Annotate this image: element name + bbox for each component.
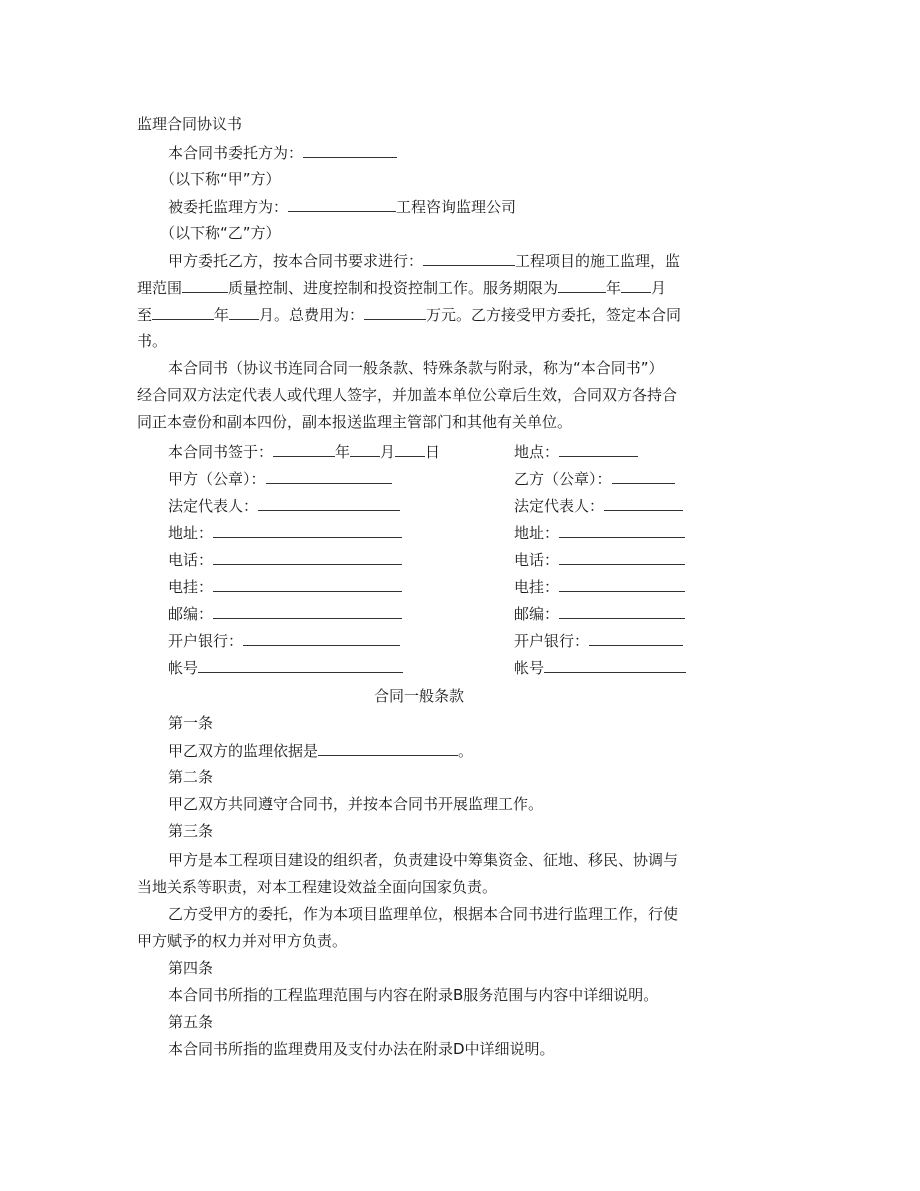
article-3-p1-line2: 当地关系等职责，对本工程建设效益全面向国家负责。: [137, 878, 498, 896]
party-b-seal-line: [514, 468, 675, 488]
party-b-telex-line: [514, 576, 685, 596]
party-a-seal-line: [168, 468, 392, 488]
party-a-postcode-label: 邮编：: [168, 605, 214, 623]
article-4-text: 本合同书所指的工程监理范围与内容在附录B服务范围与内容中详细说明。: [168, 986, 659, 1004]
client-note: （以下称“甲”方）: [160, 170, 281, 188]
party-a-address-label: 地址：: [168, 524, 214, 542]
party-a-telex-blank: [213, 576, 402, 592]
p1-text: 工程项目的施工监理，监: [515, 252, 681, 270]
p1-text: 质量控制、进度控制和投资控制工作。服务期限为: [228, 279, 559, 297]
contractor-suffix: 工程咨询监理公司: [396, 198, 517, 216]
article-1-text-b: 。: [458, 742, 474, 760]
party-a-address-blank: [213, 522, 402, 538]
party-b-telex-blank: [559, 576, 685, 592]
end-year-blank: [152, 304, 214, 320]
party-b-rep-line: [514, 495, 683, 515]
fee-blank: [364, 304, 426, 320]
article-3-p2-line1: 乙方受甲方的委托，作为本项目监理单位，根据本合同书进行监理工作，行使: [168, 905, 679, 923]
party-a-seal-blank: [266, 468, 392, 484]
scope-blank: [182, 277, 228, 293]
party-b-phone-blank: [559, 549, 685, 565]
party-a-account-blank: [198, 657, 403, 673]
start-year-blank: [558, 277, 606, 293]
p1-line1: [168, 250, 680, 270]
section-title: 合同一般条款: [373, 687, 464, 705]
article-2-heading: 第二条: [168, 768, 214, 786]
p2-line1: 本合同书（协议书连同合同一般条款、特殊条款与附录，称为“本合同书”）: [168, 359, 664, 377]
project-blank: [423, 250, 515, 266]
article-1-blank: [318, 740, 458, 756]
place-blank: [559, 441, 638, 457]
party-a-telex-line: [168, 576, 402, 596]
article-1-text-a: 甲乙双方的监理依据是: [168, 742, 319, 760]
article-2-text: 甲乙双方共同遵守合同书，并按本合同书开展监理工作。: [168, 795, 544, 813]
end-month-blank: [229, 304, 259, 320]
article-3-p1-line1: 甲方是本工程项目建设的组织者，负责建设中筹集资金、征地、移民、协调与: [168, 851, 679, 869]
party-b-phone-line: [514, 549, 685, 569]
place-label: 地点：: [514, 443, 560, 461]
p1-line2: [137, 277, 666, 297]
party-a-rep-label: 法定代表人：: [168, 497, 259, 515]
party-b-postcode-line: [514, 603, 685, 623]
place-line: [514, 441, 638, 461]
party-b-seal-label: 乙方（公章）：: [514, 470, 612, 488]
party-a-seal-label: 甲方（公章）：: [168, 470, 266, 488]
p2-line3: 同正本壹份和副本四份，副本报送监理主管部门和其他有关单位。: [137, 413, 573, 431]
party-a-postcode-line: [168, 603, 402, 623]
party-a-postcode-blank: [213, 603, 402, 619]
sign-day-blank: [395, 441, 425, 457]
article-5-text: 本合同书所指的监理费用及支付办法在附录D中详细说明。: [168, 1040, 555, 1058]
party-b-address-label: 地址：: [514, 524, 560, 542]
sign-date-line: [168, 441, 440, 461]
sign-month: 月: [380, 443, 396, 461]
client-line: [168, 142, 397, 162]
contractor-note: （以下称“乙”方）: [160, 224, 281, 242]
article-5-heading: 第五条: [168, 1013, 214, 1031]
party-b-account-label: 帐号: [514, 659, 545, 677]
contractor-label: 被委托监理方为：: [168, 198, 289, 216]
p1-line4: 书。: [137, 332, 168, 350]
contractor-line: [168, 196, 516, 216]
party-a-bank-blank: [243, 630, 400, 646]
party-b-postcode-label: 邮编：: [514, 605, 560, 623]
p1-text: 至: [137, 306, 153, 324]
article-1-heading: 第一条: [168, 714, 214, 732]
p1-text: 甲方委托乙方，按本合同书要求进行：: [168, 252, 424, 270]
party-b-account-line: [514, 657, 686, 677]
party-b-bank-label: 开户银行：: [514, 632, 590, 650]
party-a-account-label: 帐号: [168, 659, 199, 677]
p1-text: 理范围: [137, 279, 183, 297]
party-a-bank-label: 开户银行：: [168, 632, 244, 650]
party-b-telex-label: 电挂：: [514, 578, 560, 596]
start-month-blank: [621, 277, 651, 293]
party-a-phone-line: [168, 549, 402, 569]
article-1-text: [168, 740, 473, 760]
p1-line3: [137, 304, 681, 324]
party-b-account-blank: [544, 657, 686, 673]
article-3-p2-line2: 甲方赋予的权力并对甲方负责。: [137, 932, 348, 950]
party-b-rep-label: 法定代表人：: [514, 497, 605, 515]
article-4-heading: 第四条: [168, 959, 214, 977]
p2-line2: 经合同双方法定代表人或代理人签字，并加盖本单位公章后生效，合同双方各持合: [137, 386, 678, 404]
p1-text: 月。总费用为：: [259, 306, 365, 324]
party-a-phone-label: 电话：: [168, 551, 214, 569]
p1-text: 月: [651, 279, 667, 297]
party-a-address-line: [168, 522, 402, 542]
p1-text: 万元。乙方接受甲方委托，签定本合同: [426, 306, 682, 324]
party-b-seal-blank: [612, 468, 675, 484]
party-b-phone-label: 电话：: [514, 551, 560, 569]
party-b-address-blank: [559, 522, 685, 538]
contractor-blank: [288, 196, 396, 212]
sign-label: 本合同书签于：: [168, 443, 274, 461]
party-b-bank-line: [514, 630, 683, 650]
party-a-phone-blank: [213, 549, 402, 565]
article-3-heading: 第三条: [168, 822, 214, 840]
party-a-telex-label: 电挂：: [168, 578, 214, 596]
party-b-postcode-blank: [559, 603, 685, 619]
sign-month-blank: [350, 441, 380, 457]
party-a-rep-blank: [258, 495, 400, 511]
party-a-bank-line: [168, 630, 400, 650]
party-a-rep-line: [168, 495, 400, 515]
sign-day: 日: [425, 443, 441, 461]
doc-title: 监理合同协议书: [137, 115, 243, 133]
client-label: 本合同书委托方为：: [168, 144, 304, 162]
p1-text: 年: [214, 306, 230, 324]
party-b-bank-blank: [589, 630, 683, 646]
party-a-account-line: [168, 657, 403, 677]
party-b-rep-blank: [604, 495, 683, 511]
sign-year: 年: [335, 443, 351, 461]
party-b-address-line: [514, 522, 685, 542]
sign-year-blank: [273, 441, 335, 457]
p1-text: 年: [606, 279, 622, 297]
client-blank: [303, 142, 397, 158]
